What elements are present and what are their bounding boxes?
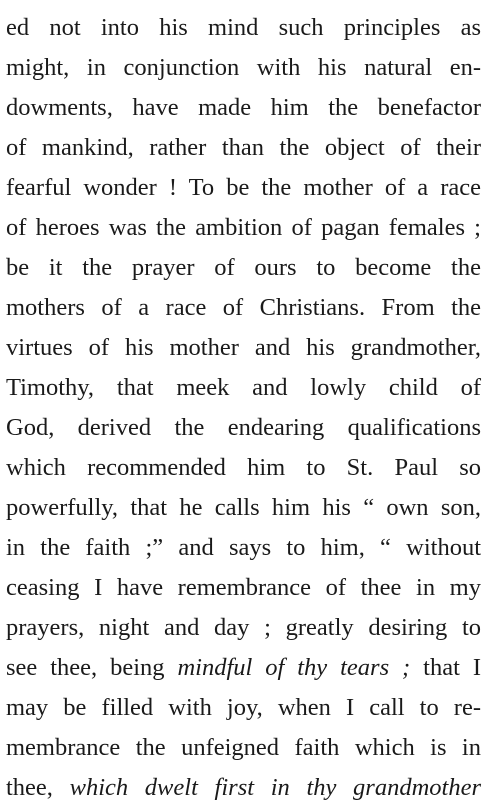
text-line xyxy=(6,248,481,288)
text-line xyxy=(6,88,481,128)
text-line xyxy=(6,128,481,168)
text-segment: thee, xyxy=(6,774,70,801)
text-line xyxy=(6,408,481,448)
text-line xyxy=(6,48,481,88)
text-segment: of heroes was the ambition of pagan females ; xyxy=(6,214,481,241)
text-line xyxy=(6,328,481,368)
text-line xyxy=(6,568,481,608)
text-line xyxy=(6,648,481,688)
text-segment: see thee, being xyxy=(6,654,178,681)
text-segment: in the faith ;” and says to him, “ without xyxy=(6,534,481,561)
text-line xyxy=(6,208,481,248)
text-segment: dowments, have made him the benefactor xyxy=(6,94,481,121)
body-text xyxy=(6,0,481,808)
text-segment: may be filled with joy, when I call to re- xyxy=(6,694,481,721)
text-segment: ed not into his mind such principles as xyxy=(6,14,481,41)
text-segment: be it the prayer of ours to become the xyxy=(6,254,481,281)
italic-text-segment: which dwelt first in thy grandmother xyxy=(69,774,481,801)
text-line xyxy=(6,288,481,328)
text-line xyxy=(6,688,481,728)
text-segment: which recommended him to St. Paul so xyxy=(6,454,481,481)
italic-text-segment: mindful of thy tears ; xyxy=(177,654,411,681)
text-line xyxy=(6,728,481,768)
text-segment: virtues of his mother and his grandmother, xyxy=(6,334,481,361)
text-line xyxy=(6,488,481,528)
text-line xyxy=(6,448,481,488)
text-line xyxy=(6,608,481,648)
text-line xyxy=(6,368,481,408)
text-line xyxy=(6,528,481,568)
text-line xyxy=(6,8,481,48)
text-segment: Timothy, that meek and lowly child of xyxy=(6,374,481,401)
text-segment: of mankind, rather than the object of their xyxy=(6,134,481,161)
text-segment: God, derived the endearing qualifications xyxy=(6,414,481,441)
text-segment: mothers of a race of Christians. From the xyxy=(6,294,481,321)
text-segment: fearful wonder ! To be the mother of a race xyxy=(6,174,481,201)
text-segment: might, in conjunction with his natural en- xyxy=(6,54,481,81)
text-segment: ceasing I have remembrance of thee in my xyxy=(6,574,481,601)
text-segment: prayers, night and day ; greatly desiring to xyxy=(6,614,481,641)
text-line xyxy=(6,168,481,208)
text-segment: that I xyxy=(410,654,481,681)
text-segment: powerfully, that he calls him his “ own son, xyxy=(6,494,481,521)
text-line xyxy=(6,768,481,808)
text-segment: membrance the unfeigned faith which is in xyxy=(6,734,481,761)
